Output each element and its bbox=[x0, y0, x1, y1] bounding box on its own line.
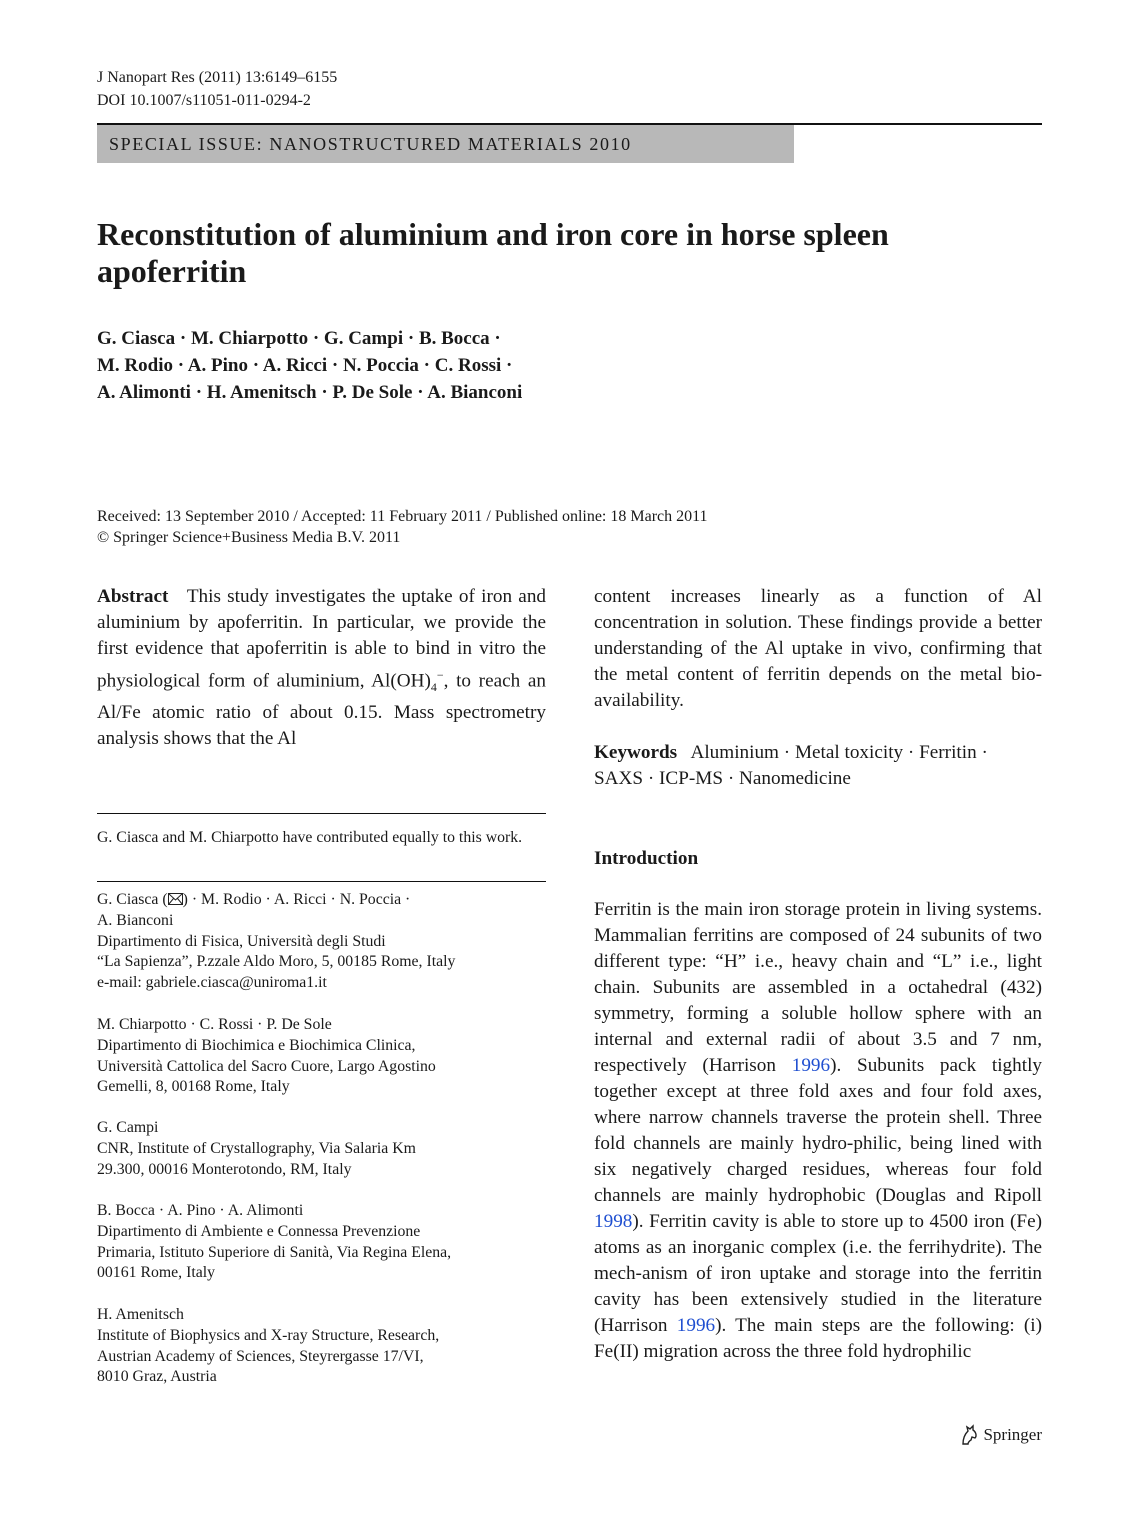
dates: Received: 13 September 2010 / Accepted: 11 February 2011 / Published online: 18 March 2011 bbox=[97, 508, 708, 525]
affiliation bbox=[97, 1118, 546, 1180]
footnote-rule bbox=[97, 813, 546, 814]
author-line: M. Rodio · A. Pino · A. Ricci · N. Poccia · C. Rossi · bbox=[97, 355, 513, 376]
author-line: G. Ciasca · M. Chiarpotto · G. Campi · B. Bocca · bbox=[97, 328, 501, 349]
article-title bbox=[97, 216, 1037, 290]
affiliation-line: A. Bianconi bbox=[97, 911, 174, 929]
affiliation bbox=[97, 1305, 546, 1388]
affiliation-line: Dipartimento di Fisica, Università degli Studi bbox=[97, 932, 386, 950]
affiliation-authors: B. Bocca · A. Pino · A. Alimonti bbox=[97, 1202, 304, 1219]
journal-citation: J Nanopart Res (2011) 13:6149–6155 bbox=[97, 69, 338, 86]
introduction-text: Ferritin is the main iron storage protein in living systems. Mammalian ferritins are composed of 24 subunits of two different type: “H” i.e., heavy chain and “L” i.e., light chain. Subunits are assembled in a octahedral (432) symmetry, forming a soluble hollow sphere with an internal and external radii of about 3.5 and 7 nm, respectively (Harrison 1996). Subunits pack tightly together except at three fold axes and four fold axes, where narrow channels traverse the protein shell. Three fold channels are mainly hydro-philic, being lined with six negatively charged residues, whereas four fold channels are mainly hydrophobic (Douglas and Ripoll 1998). Ferritin cavity is able to store up to 4500 iron (Fe) atoms as an inorganic complex (i.e. the ferrihydrite). The mech-anism of iron uptake and storage into the ferritin cavity has been extensively studied in the literature (Harrison 1996). The main steps are the following: (i) Fe(II) migration across the three fold hydrophilic bbox=[594, 899, 1043, 1362]
affiliation-line: Dipartimento di Ambiente e Connessa Prevenzione bbox=[97, 1222, 421, 1240]
affiliation-authors: G. Campi bbox=[97, 1119, 159, 1136]
springer-horse-icon bbox=[959, 1424, 979, 1446]
affiliation bbox=[97, 890, 546, 994]
abstract-superscript: − bbox=[436, 668, 444, 682]
special-issue-banner: SPECIAL ISSUE: NANOSTRUCTURED MATERIALS 2010 bbox=[97, 125, 794, 163]
author-line: A. Alimonti · H. Amenitsch · P. De Sole · A. Bianconi bbox=[97, 382, 523, 403]
copyright: © Springer Science+Business Media B.V. 2011 bbox=[97, 529, 401, 546]
publisher-name: Springer bbox=[983, 1425, 1042, 1444]
abstract-text-2: , to reach an Al/Fe atomic ratio of about 0.15. Mass spectrometry analysis shows that the Al bbox=[97, 670, 546, 750]
citation-link[interactable]: 1998 bbox=[594, 1211, 633, 1232]
affiliation-line: 00161 Rome, Italy bbox=[97, 1264, 216, 1282]
abstract-text-1: This study investigates the uptake of iron and aluminium by apoferritin. In particular, we provide the first evidence that apoferritin is able to bind in vitro the physiological form of aluminium, Al(OH) bbox=[97, 586, 547, 692]
title-line-1: Reconstitution of aluminium and iron core in horse spleen bbox=[97, 216, 889, 252]
affiliation bbox=[97, 1015, 546, 1098]
contribution-note: G. Ciasca and M. Chiarpotto have contributed equally to this work. bbox=[97, 829, 523, 846]
affiliation-authors: H. Amenitsch bbox=[97, 1306, 184, 1323]
email-link[interactable]: e-mail: gabriele.ciasca@uniroma1.it bbox=[97, 974, 327, 992]
keywords-line-1: Aluminium · Metal toxicity · Ferritin · bbox=[690, 742, 988, 763]
keywords-line-2: SAXS · ICP-MS · Nanomedicine bbox=[594, 768, 851, 789]
title-line-2: apoferritin bbox=[97, 253, 247, 289]
affiliation-line: “La Sapienza”, P.zzale Aldo Moro, 5, 00185 Rome, Italy bbox=[97, 953, 456, 971]
affiliation-line: Gemelli, 8, 00168 Rome, Italy bbox=[97, 1078, 290, 1096]
keywords-heading: Keywords bbox=[594, 742, 678, 763]
doi[interactable]: DOI 10.1007/s11051-011-0294-2 bbox=[97, 92, 311, 109]
affiliation bbox=[97, 1201, 546, 1284]
journal-header bbox=[97, 66, 337, 112]
affiliation-line: 8010 Graz, Austria bbox=[97, 1368, 217, 1386]
envelope-icon[interactable] bbox=[168, 893, 183, 905]
abstract bbox=[97, 584, 546, 752]
publication-dates bbox=[97, 506, 708, 548]
affiliation-line: 29.300, 00016 Monterotondo, RM, Italy bbox=[97, 1160, 352, 1178]
affiliation-authors: M. Chiarpotto · C. Rossi · P. De Sole bbox=[97, 1016, 332, 1033]
affiliation-line: Università Cattolica del Sacro Cuore, Largo Agostino bbox=[97, 1057, 436, 1075]
abstract-subscript: 4 bbox=[430, 680, 437, 695]
abstract-continued: content increases linearly as a function of Al concentration in solution. These findings provide a better understanding of the Al uptake in vivo, confirming that the metal content of ferritin depends on the metal bio-availability. bbox=[594, 586, 1042, 711]
author-list bbox=[97, 325, 522, 406]
publisher-logo bbox=[959, 1424, 1042, 1446]
affiliation-line: Primaria, Istituto Superiore di Sanità, Via Regina Elena, bbox=[97, 1243, 452, 1261]
footnote-rule bbox=[97, 881, 546, 882]
affiliation-line: Institute of Biophysics and X-ray Structure, Research, bbox=[97, 1326, 440, 1344]
introduction-heading: Introduction bbox=[594, 848, 699, 869]
abstract-heading: Abstract bbox=[97, 586, 169, 607]
affiliation-line: CNR, Institute of Crystallography, Via Salaria Km bbox=[97, 1139, 416, 1157]
affiliation-authors: G. Ciasca ( ) · M. Rodio · A. Ricci · N. Poccia · bbox=[97, 891, 411, 908]
citation-link[interactable]: 1996 bbox=[791, 1055, 831, 1076]
keywords bbox=[594, 740, 1042, 792]
affiliation-line: Austrian Academy of Sciences, Steyrergasse 17/VI, bbox=[97, 1347, 424, 1365]
citation-link[interactable]: 1996 bbox=[676, 1315, 716, 1336]
affiliation-line: Dipartimento di Biochimica e Biochimica Clinica, bbox=[97, 1036, 416, 1054]
